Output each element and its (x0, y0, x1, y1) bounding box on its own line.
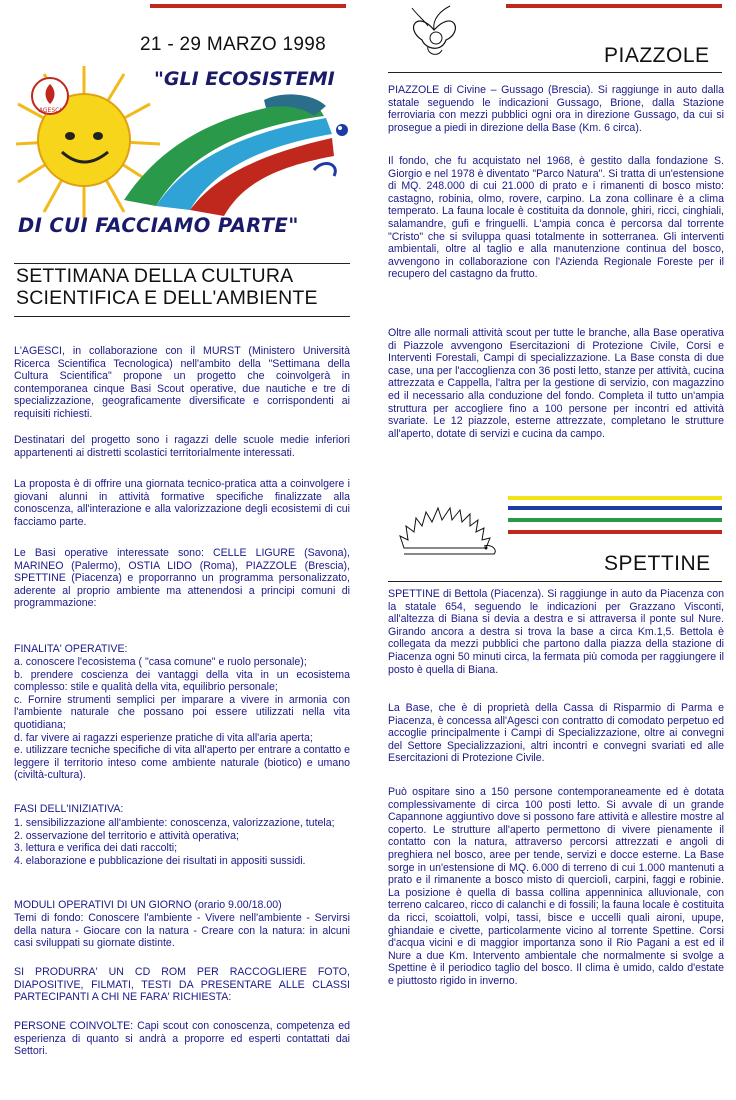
piazzole-activities: Oltre alle normali attività scout per tutte le branche, alla Base operativa di Piazzole avvengono Esercitazioni di Protezione Civile, Corsi e Interventi Forestali, Campi di specializzazione. La Base consta di due case, una per l'accoglienza con 36 posti letto, stanze per attività, cucina attrezzata e Cappella, l'altra per la gestione di servizio, con magazzino ed il necessario alla conduzione del fondo. Completa il tutto un'ampia struttura per accogliere fino a 100 persone per incontri ed attività svariate. Le 12 piazzole, esterne attrezzate, completano le strutture all'aperto, dotate di servizi e cucina da campo. (388, 327, 724, 440)
flower-illustration (398, 0, 470, 62)
top-stripe-left (150, 4, 346, 8)
proposal-paragraph: La proposta è di offrire una giornata tecnico-pratica atta a coinvolgere i giovani alunni in attività formative specifiche finalizzate alla conoscenza, all'interazione e alla valorizzazione degli ecosistemi di cui facciamo parte. (14, 478, 350, 528)
fasi-item: 3. lettura e verifica dei dati raccolti; (14, 842, 178, 855)
recipients-paragraph: Destinatari del progetto sono i ragazzi delle scuole medie inferiori appartenenti ai distretti scolastici territorialmente interessati. (14, 434, 350, 459)
fasi-item: 2. osservazione del territorio e attività operativa; (14, 829, 239, 842)
fasi-list (14, 817, 350, 867)
title-rule-bottom (14, 316, 350, 317)
stripe-green (508, 518, 722, 522)
fasi-title: FASI DELL'INIZIATIVA: (14, 803, 124, 815)
finalita-item: e. utilizzare tecniche specifiche di vita all'aperto per entrare a contatto e leggere il territorio inteso come ambiente naturale (biotico) e umano (civiltà-cultura). (14, 744, 350, 782)
finalita-list (14, 656, 350, 782)
hedgehog-illustration (396, 498, 500, 560)
spettine-title: SPETTINE (604, 552, 711, 575)
persone-paragraph: PERSONE COINVOLTE: Capi scout con conoscenza, competenza ed esperienza di quanto si andrà a proporre ed esperti contattati dai Settori. (14, 1020, 350, 1058)
finalita-item: b. prendere coscienza dei vantaggi della vita in un ecosistema complesso: stile e qualità della vita, equilibrio personale; (14, 668, 350, 694)
finalita-title: FINALITA' OPERATIVE: (14, 643, 128, 655)
fasi-item: 4. elaborazione e pubblicazione dei risultati in appositi sussidi. (14, 854, 306, 867)
spettine-rule (388, 581, 722, 582)
intro-paragraph: L'AGESCI, in collaborazione con il MURST (Ministero Università Ricerca Scientifica Tecnologica) nell'ambito della "Settimana della Cultura Scientifica" propone un progetto che coinvolgerà in contemporanea cinque Basi Scout operative, due nautiche e tre di specializzazione, geograficamente diversificate e corrispondenti ai requisiti richiesti. (14, 345, 350, 420)
cdrom-paragraph: SI PRODURRA' UN CD ROM PER RACCOGLIERE FOTO, DIAPOSITIVE, FILMATI, TESTI DA PRESENTARE ALLE CLASSI PARTECIPANTI A CHI NE FARA' RICHIESTA: (14, 966, 350, 1004)
main-title (16, 265, 318, 309)
stripe-blue (508, 506, 722, 510)
main-title-line1: SETTIMANA DELLA CULTURA (16, 265, 294, 287)
main-title-line2: SCIENTIFICA E DELL'AMBIENTE (16, 287, 318, 309)
logo-title-line2: DI CUI FACCIAMO PARTE" (18, 214, 299, 237)
top-stripe-right (506, 4, 722, 8)
spettine-access: SPETTINE di Bettola (Piacenza). Si raggiunge in auto da Piacenza con la statale 654, seguendo le indicazioni per Grazzano Visconti, all'altezza di Biana si devia a destra e si attraversa il ponte sul Nure. Girando ancora a destra si trova la base a circa Km.1,5. Bettola è collegata da mezzi pubblici che partono dalla piazza della stazione di Piacenza ogni 50 minuti circa, la fermata più comoda per raggiungere il posto è quella di Biana. (388, 588, 724, 676)
stripe-yellow (508, 496, 722, 500)
stripe-red (508, 530, 722, 534)
piazzole-description: Il fondo, che fu acquistato nel 1968, è gestito dalla fondazione S. Giorgio e nel 1978 è diventato "Parco Natura". Si tratta di un'estensione di MQ. 248.000 di cui 21.000 di prato e i rimanenti di bosco misto: castagno, robinia, olmo, rovere, carpino. La zona collinare è a clima temperato. La fauna locale è costituita da donnole, ghiri, ricci, cinghiali, salamandre, gufi e fringuelli. L'ampia conca è percorsa dal torrente "Cristo" che si sviluppa quasi totalmente in sotterranea. Gli interventi ambientali, oltre al taglio e alla manutenzione continua del bosco, avvengono in collaborazione con l'Azienda Regionale Foreste per il recupero del castagno da frutto. (388, 155, 724, 281)
badge-text: AGESCI (38, 107, 62, 114)
moduli-title: MODULI OPERATIVI DI UN GIORNO (orario 9.00/18.00) (14, 899, 282, 911)
event-date: 21 - 29 MARZO 1998 (140, 34, 326, 55)
title-rule-top (14, 263, 350, 264)
finalita-item: a. conoscere l'ecosistema ( "casa comune" e ruolo personale); (14, 656, 307, 668)
piazzole-title: PIAZZOLE (604, 44, 710, 67)
moduli-text: Temi di fondo: Conoscere l'ambiente - Vivere nell'ambiente - Servirsi della natura - Giocare con la natura - Creare con la natura: in alcuni casi sviluppati su giornate distinte. (14, 912, 350, 950)
piazzole-access: PIAZZOLE di Civine – Gussago (Brescia). Si raggiunge in auto dalla statale seguendo le indicazioni Gussago, Brione, dalla Stazione ferroviaria con mezzi pubblici ogni ora in direzione Gussago, da cui si prosegue a piedi in direzione della Base (Km. 6 circa). (388, 84, 724, 134)
bases-paragraph: Le Basi operative interessate sono: CELLE LIGURE (Savona), MARINEO (Palermo), OSTIA LIDO (Roma), PIAZZOLE (Brescia), SPETTINE (Piacenza) e proporranno un programma personalizzato, aderente al proprio ambiente ma attenendosi a principi comuni di programmazione: (14, 547, 350, 610)
spettine-description: Può ospitare sino a 150 persone contemporaneamente ed è dotata complessivamente di circa 100 posti letto. Si avvale di un grande Capannone aggiuntivo dove si possono fare attività e allestire mostre al coperto. Le strutture all'aperto permettono di vivere pienamente il contatto con la natura, attraverso percorsi attrezzati e angoli di preghiera nel bosco, aree per tende, servizi e docce esterne. La Base sorge in un'estensione di MQ. 6.000 di terreno di cui 1.000 mantenuti a prato e il rimanente a bosco misto di querciolì, carpini, faggi e robinie. La posizione è quella di bassa collina appenninica alluvionale, con terreno calcareo, ricco di calanchi e di fossili; la fauna locale è costituita da ricci, scoiattoli, volpi, tassi, bisce e uccelli quali aironi, upupe, ghiandaie e civette, particolarmente vicino al torrente Spettine. Corsi d'acqua vicini e di maggior importanza sono il Rio Pagani a est ed il Nure a due Km. Intervento ambientale che normalmente si svolge a Spettine è il periodico taglio del bosco. Il clima è umido, caldo d'estate e piuttosto rigido in inverno. (388, 786, 724, 987)
spettine-ownership: La Base, che è di proprietà della Cassa di Risparmio di Parma e Piacenza, è concessa all'Agesci con contratto di comodato perpetuo ed accoglie principalmente i Campi di Specializzazione, oltre ai convegni del Settore Specializzazioni, altri incontri e convegni svariati ed alle Esercitazioni di Protezione Civile. (388, 702, 724, 765)
piazzole-rule (388, 72, 722, 73)
finalita-item: d. far vivere ai ragazzi esperienze pratiche di vita all'aria aperta; (14, 731, 313, 744)
logo-title-line1: "GLI ECOSISTEMI (154, 68, 335, 90)
finalita-item: c. Fornire strumenti semplici per imparare a vivere in armonia con l'ambiente naturale che possano poi essere utilizzati nella vita quotidiana; (14, 693, 350, 731)
fasi-item: 1. sensibilizzazione all'ambiente: conoscenza, valorizzazione, tutela; (14, 817, 335, 829)
